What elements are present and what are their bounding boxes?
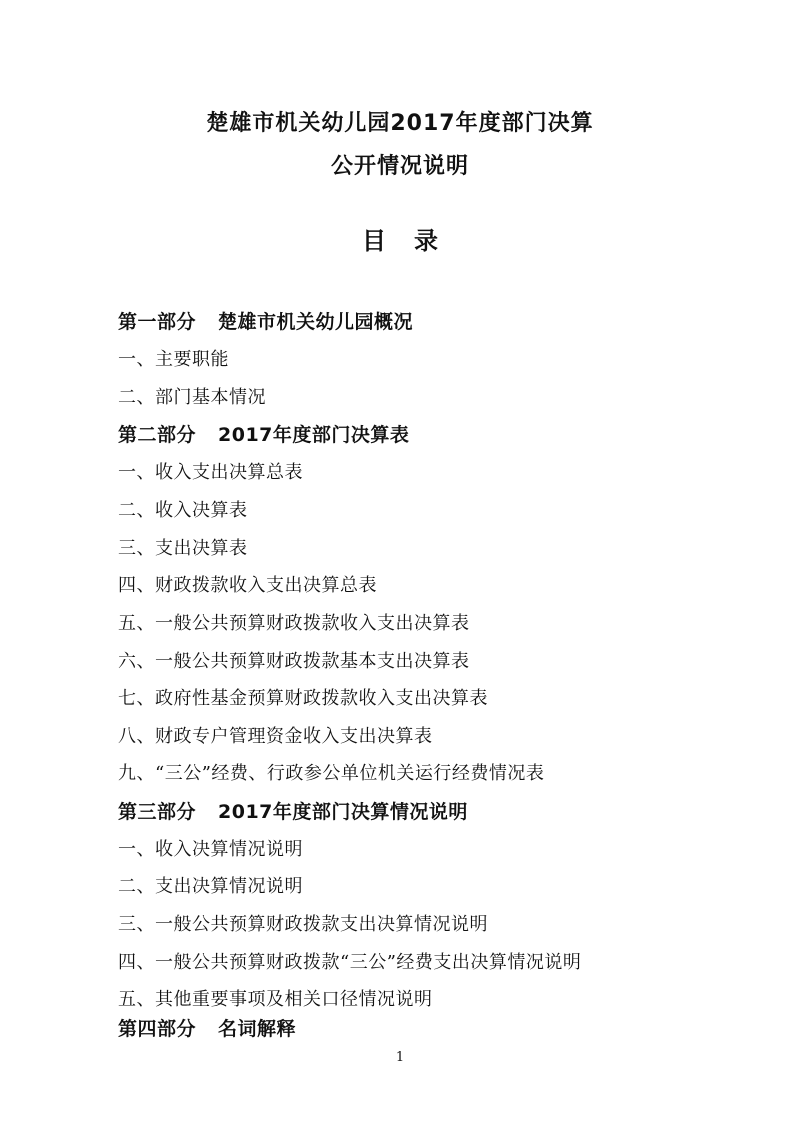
toc-part-1-title: 楚雄市机关幼儿园概况	[218, 311, 414, 333]
toc-item: 七、政府性基金预算财政拨款收入支出决算表	[118, 688, 488, 709]
toc-item: 九、“三公”经费、行政参公单位机关运行经费情况表	[118, 763, 545, 784]
toc-part-3-title: 2017年度部门决算情况说明	[218, 801, 468, 823]
toc-item: 二、支出决算情况说明	[118, 876, 303, 897]
toc-part-2	[118, 420, 409, 447]
toc-item: 三、一般公共预算财政拨款支出决算情况说明	[118, 914, 488, 935]
toc-item: 二、部门基本情况	[118, 387, 266, 408]
toc-part-4-prefix: 第四部分	[118, 1018, 197, 1040]
toc-item: 一、收入决算情况说明	[118, 839, 303, 860]
document-title-line-2: 公开情况说明	[330, 154, 469, 179]
toc-item: 二、收入决算表	[118, 500, 248, 521]
toc-item: 四、一般公共预算财政拨款“三公”经费支出决算情况说明	[118, 952, 582, 973]
toc-part-4-title: 名词解释	[218, 1018, 297, 1040]
toc-part-1	[118, 307, 413, 334]
toc-item: 一、主要职能	[118, 349, 229, 370]
toc-part-4	[118, 1014, 296, 1041]
toc-heading	[0, 221, 800, 256]
toc-part-3-prefix: 第三部分	[118, 801, 197, 823]
toc-item: 四、财政拨款收入支出决算总表	[118, 575, 377, 596]
toc-part-2-prefix: 第二部分	[118, 424, 197, 446]
toc-item: 三、支出决算表	[118, 538, 248, 559]
toc-heading-char-1: 目	[362, 227, 386, 255]
toc-heading-char-2: 录	[414, 227, 438, 255]
toc-item: 五、一般公共预算财政拨款收入支出决算表	[118, 613, 470, 634]
page-number: 1	[395, 1050, 405, 1065]
toc-part-1-prefix: 第一部分	[118, 311, 197, 333]
document-title-line-1: 楚雄市机关幼儿园2017年度部门决算	[206, 111, 594, 136]
toc-item: 一、收入支出决算总表	[118, 462, 303, 483]
toc-part-3	[118, 797, 468, 824]
toc-part-2-title: 2017年度部门决算表	[218, 424, 410, 446]
toc-item: 五、其他重要事项及相关口径情况说明	[118, 989, 433, 1010]
toc-item: 八、财政专户管理资金收入支出决算表	[118, 726, 433, 747]
toc-item: 六、一般公共预算财政拨款基本支出决算表	[118, 651, 470, 672]
